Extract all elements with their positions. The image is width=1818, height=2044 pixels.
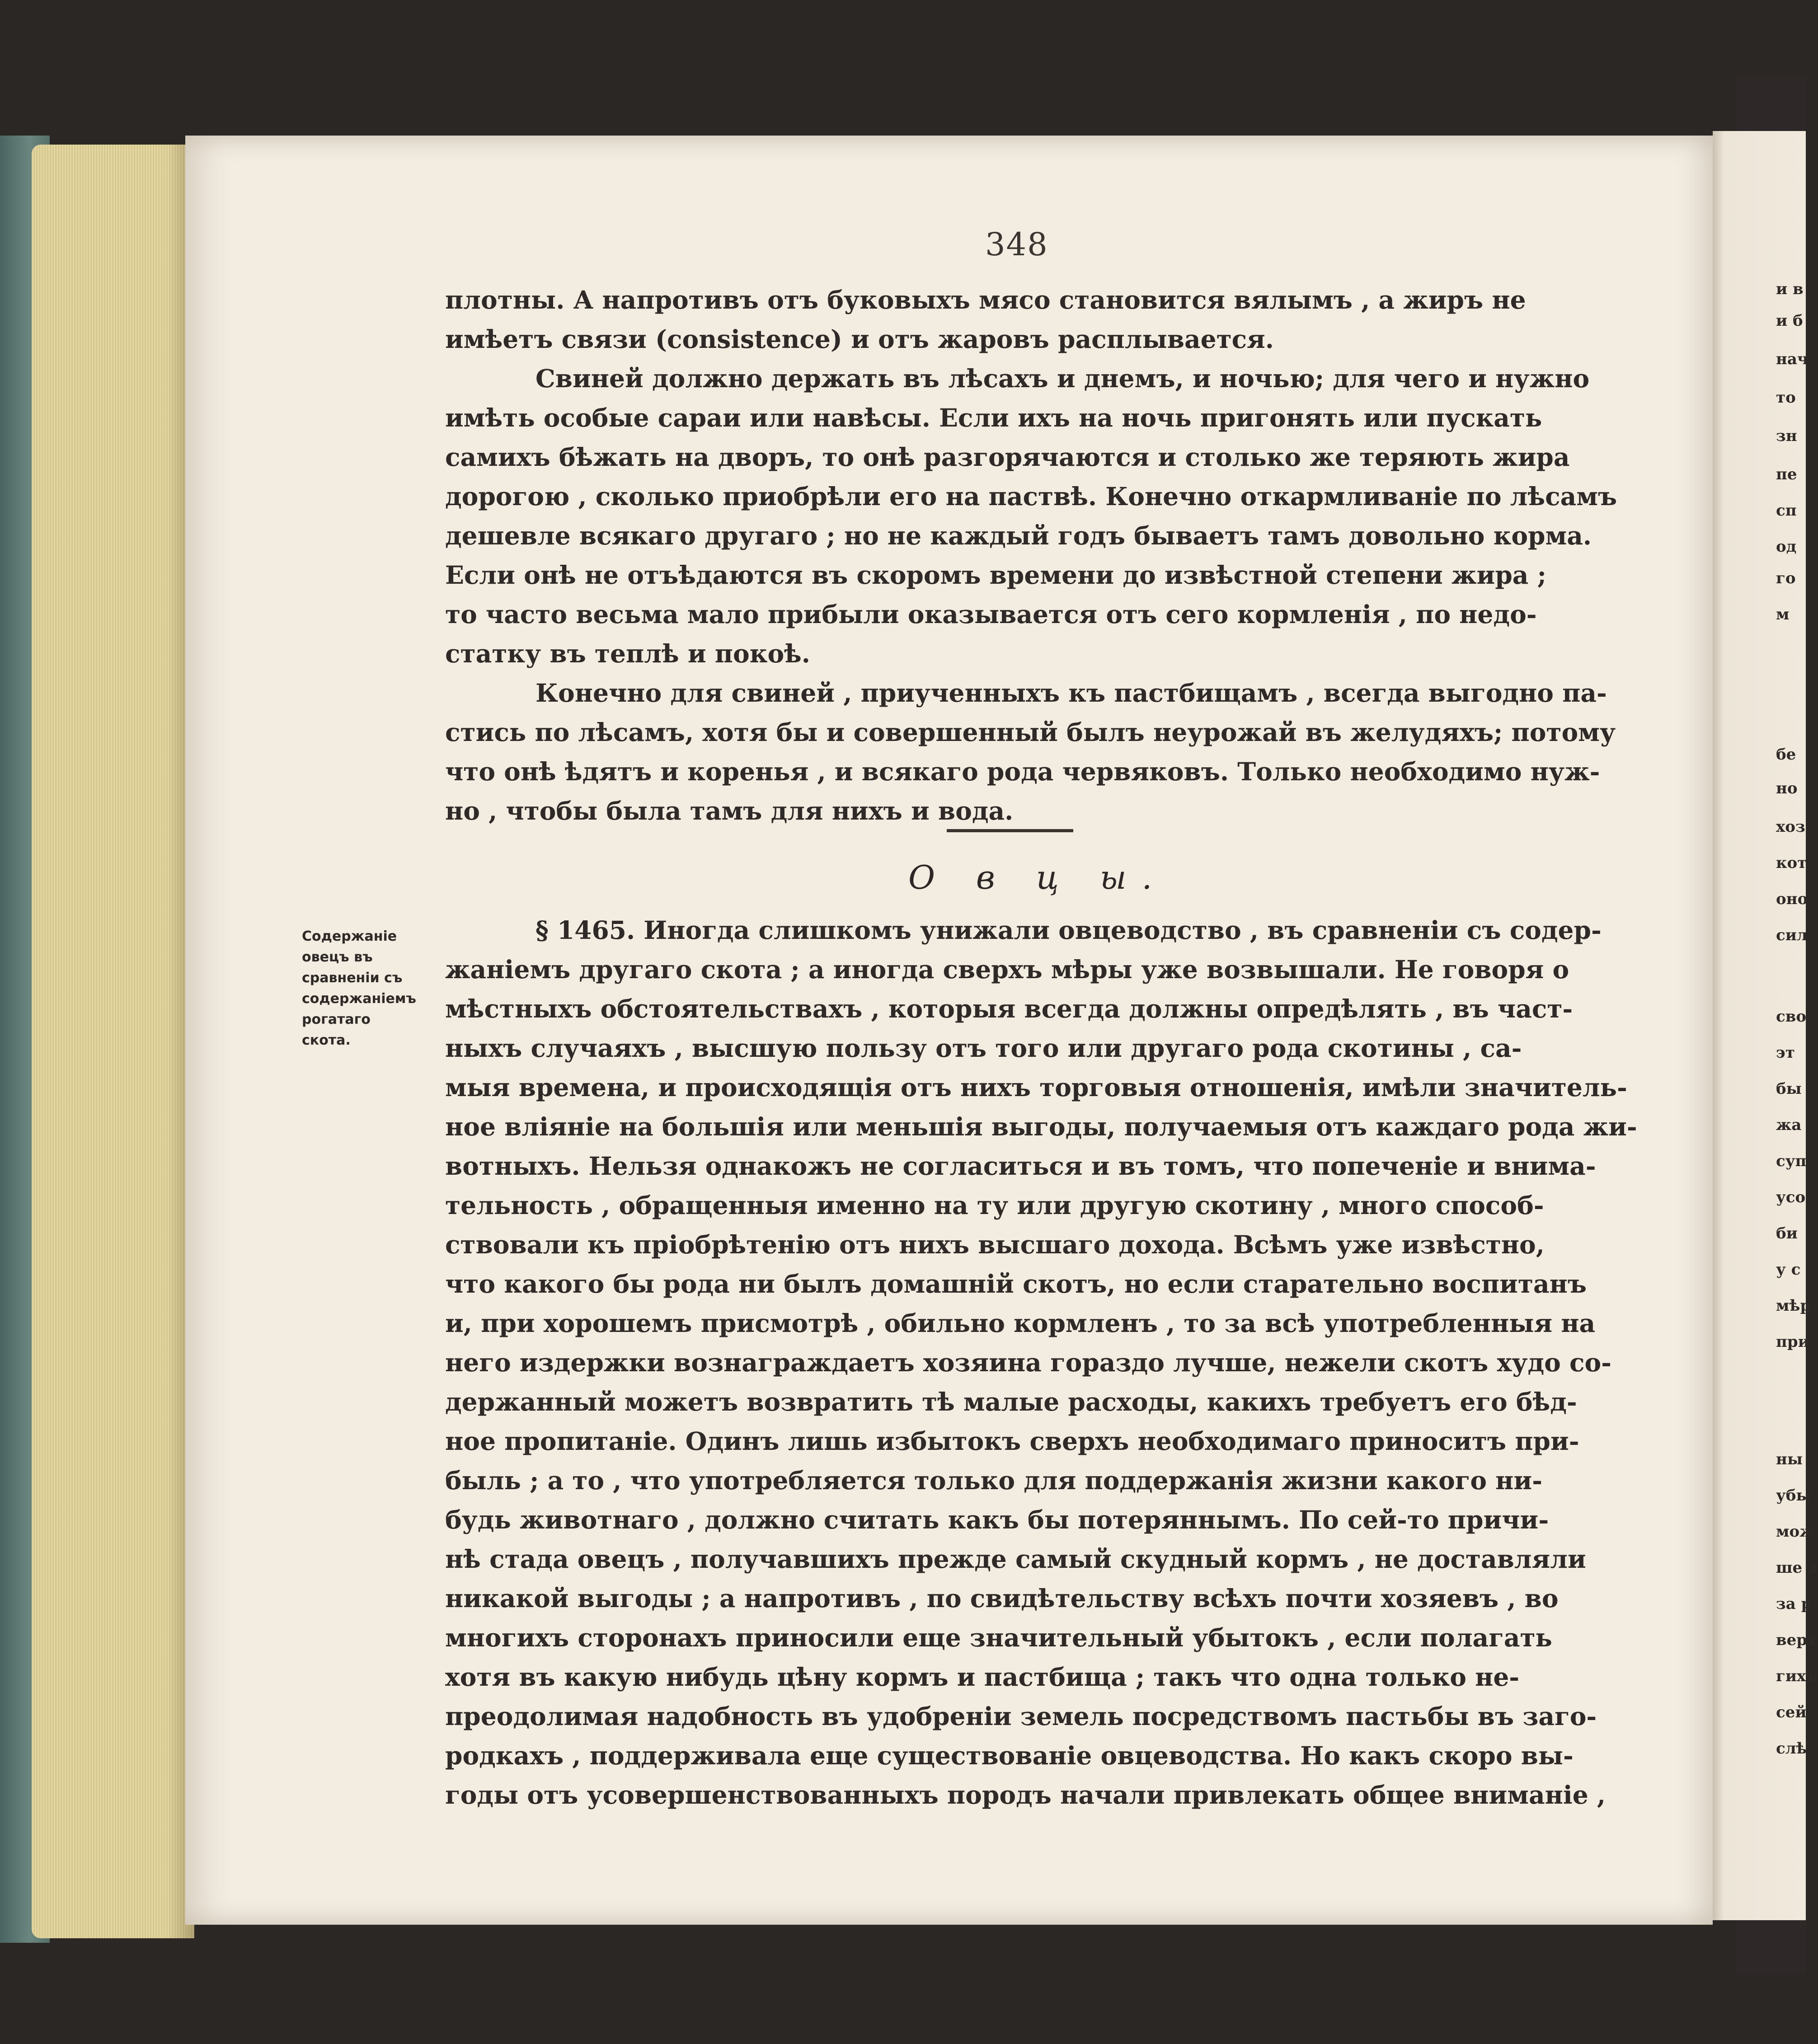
text-line: нѣ стада овецъ , получавшихъ прежде самый скудный кормъ , не доставляли <box>445 1544 1586 1574</box>
next-page-fragment: сво <box>1776 1008 1807 1026</box>
top-paragraphs <box>445 280 1617 830</box>
text-line: держанный можетъ возвратить тѣ малые расходы, какихъ требуетъ его бѣд- <box>445 1387 1577 1416</box>
next-page-fragment: хоз <box>1776 818 1805 836</box>
text-line: будь животнаго , должно считать какъ бы потеряннымъ. По сей-то причи- <box>445 1505 1549 1534</box>
next-page-fragment: мож <box>1776 1523 1815 1541</box>
next-page-fragment: зн <box>1776 427 1797 445</box>
next-page-fragment: мѣр <box>1776 1297 1811 1315</box>
next-page-fragment: пе <box>1776 465 1797 483</box>
next-page-fragment: м <box>1776 605 1790 624</box>
next-page-fragment: ны <box>1776 1450 1803 1468</box>
text-line: годы отъ усовершенствованныхъ породъ начали привлекать общее вниманіе , <box>445 1780 1606 1810</box>
next-page-fragment: и в <box>1776 280 1804 298</box>
next-page-fragment: то <box>1776 389 1796 407</box>
section-paragraph <box>445 910 1637 1814</box>
text-line: ное пропитаніе. Одинъ лишь избытокъ сверхъ необходимаго приноситъ при- <box>445 1426 1579 1456</box>
text-line: и, при хорошемъ присмотрѣ , обильно кормленъ , то за всѣ употребленныя на <box>445 1308 1596 1338</box>
text-line: тельность , обращенныя именно на ту или другую скотину , много способ- <box>445 1191 1544 1220</box>
text-line: ствовали къ пріобрѣтенію отъ нихъ высшаго дохода. Всѣмъ уже извѣстно, <box>445 1230 1545 1259</box>
text-line: ное вліяніе на большія или меньшія выгоды, получаемыя отъ каждаго рода жи- <box>445 1112 1637 1141</box>
next-page-fragment: убы <box>1776 1486 1812 1505</box>
text-line: быль ; а то , что употребляется только для поддержанія жизни какого ни- <box>445 1466 1543 1495</box>
text-line: Свиней должно держать въ лѣсахъ и днемъ, и ночью; для чего и нужно <box>536 364 1590 393</box>
text-line: вотныхъ. Нельзя однакожъ не согласиться и въ томъ, что попеченіе и внима- <box>445 1151 1596 1181</box>
text-line: что онѣ ѣдятъ и коренья , и всякаго рода червяковъ. Только необходимо нуж- <box>445 757 1600 786</box>
text-line: никакой выгоды ; а напротивъ , по свидѣтельству всѣхъ почти хозяевъ , во <box>445 1584 1559 1613</box>
marginal-note-line: содержаніемъ <box>302 991 416 1007</box>
text-line: плотны. А напротивъ отъ буковыхъ мясо становится вялымъ , а жиръ не <box>445 285 1526 314</box>
next-page-fragment: но <box>1776 779 1798 797</box>
text-line: многихъ сторонахъ приносили еще значительный убытокъ , если полагать <box>445 1623 1552 1652</box>
next-page-fragment: би <box>1776 1224 1798 1242</box>
text-line: но , чтобы была тамъ для нихъ и вода. <box>445 796 1014 825</box>
marginal-note-line: рогатаго <box>302 1012 371 1027</box>
next-page-fragment: го <box>1776 569 1796 587</box>
marginal-note-line: овецъ въ <box>302 949 373 965</box>
text-line: мыя времена, и происходящія отъ нихъ торговыя отношенія, имѣли значитель- <box>445 1073 1627 1102</box>
text-line: Конечно для свиней , приученныхъ къ пастбищамъ , всегда выгодно па- <box>536 678 1607 708</box>
next-page-fragment: слѣ <box>1776 1739 1807 1758</box>
text-line: стись по лѣсамъ, хотя бы и совершенный былъ неурожай въ желудяхъ; потому <box>445 717 1616 747</box>
text-line: него издержки вознаграждаетъ хозяина гораздо лучше, нежели скотъ худо со- <box>445 1348 1611 1377</box>
text-line: хотя въ какую нибудь цѣну кормъ и пастбища ; такъ что одна только не- <box>445 1662 1520 1692</box>
next-page-fragment: ше д <box>1776 1559 1818 1577</box>
next-page-fragment: нач <box>1776 350 1809 368</box>
text-line: § 1465. Иногда слишкомъ унижали овцеводство , въ сравненіи съ содер- <box>536 915 1602 945</box>
text-line: самихъ бѣжать на дворъ, то онѣ разгорячаются и столько же теряють жира <box>445 442 1570 472</box>
page-edges <box>32 145 194 1938</box>
marginal-note-line: Содержаніе <box>302 928 397 944</box>
next-page-fragment: усо <box>1776 1188 1806 1206</box>
next-page-fragment: сей <box>1776 1703 1807 1721</box>
next-page-fragment: сил <box>1776 926 1808 944</box>
next-page-fragment: жа <box>1776 1116 1802 1134</box>
next-page-fragment: и б <box>1776 312 1803 330</box>
text-line: то часто весьма мало прибыли оказывается отъ сего кормленія , по недо- <box>445 600 1537 629</box>
marginal-note-line: скота. <box>302 1032 351 1048</box>
text-line: имѣетъ связи (consistence) и отъ жаровъ расплывается. <box>445 324 1274 354</box>
next-page-fragment: бы <box>1776 1080 1802 1098</box>
section-divider <box>947 829 1073 832</box>
marginal-note <box>302 926 437 1051</box>
next-page-fragment: кот <box>1776 854 1807 872</box>
text-line: имѣть особые сараи или навѣсы. Если ихъ на ночь пригонять или пускать <box>445 403 1542 432</box>
text-line: мѣстныхъ обстоятельствахъ , которыя всегда должны опредѣлять , въ част- <box>445 994 1573 1023</box>
text-line: Если онѣ не отъѣдаются въ скоромъ времени до извѣстной степени жира ; <box>445 560 1546 590</box>
next-page-fragment: у с <box>1776 1261 1801 1279</box>
next-page-fragment: бе <box>1776 745 1796 764</box>
page-number: 348 <box>985 226 1048 263</box>
section-title: О в ц ы. <box>908 858 1168 896</box>
text-line: жаніемъ другаго скота ; а иногда сверхъ мѣры уже возвышали. Не говоря о <box>445 955 1569 984</box>
next-page-fragment: од <box>1776 538 1797 556</box>
next-page-fragment: эт <box>1776 1044 1795 1062</box>
next-page-fragment: при <box>1776 1333 1809 1351</box>
next-page-fragment: оно <box>1776 890 1808 908</box>
next-page-fragment: сп <box>1776 502 1797 520</box>
next-page-fragment: гихъ <box>1776 1667 1818 1685</box>
text-line: родкахъ , поддерживала еще существованіе овцеводства. Но какъ скоро вы- <box>445 1741 1574 1770</box>
text-line: дешевле всякаго другаго ; но не каждый годъ бываетъ тамъ довольно корма. <box>445 521 1592 550</box>
next-page-fragment: верх <box>1776 1631 1817 1649</box>
text-line: статку въ теплѣ и покоѣ. <box>445 639 810 668</box>
next-page-fragment: суп <box>1776 1152 1807 1170</box>
text-line: ныхъ случаяхъ , высшую пользу отъ того или другаго рода скотины , са- <box>445 1033 1522 1063</box>
marginal-note-line: сравненіи съ <box>302 970 403 986</box>
next-page-fragment: за р <box>1776 1595 1812 1613</box>
text-line: что какого бы рода ни былъ домашній скотъ, но если старательно воспитанъ <box>445 1269 1587 1299</box>
text-line: преодолимая надобность въ удобреніи земель посредствомъ пастьбы въ заго- <box>445 1702 1597 1731</box>
text-line: дорогою , сколько приобрѣли его на паствѣ. Конечно откармливаніе по лѣсамъ <box>445 482 1617 511</box>
